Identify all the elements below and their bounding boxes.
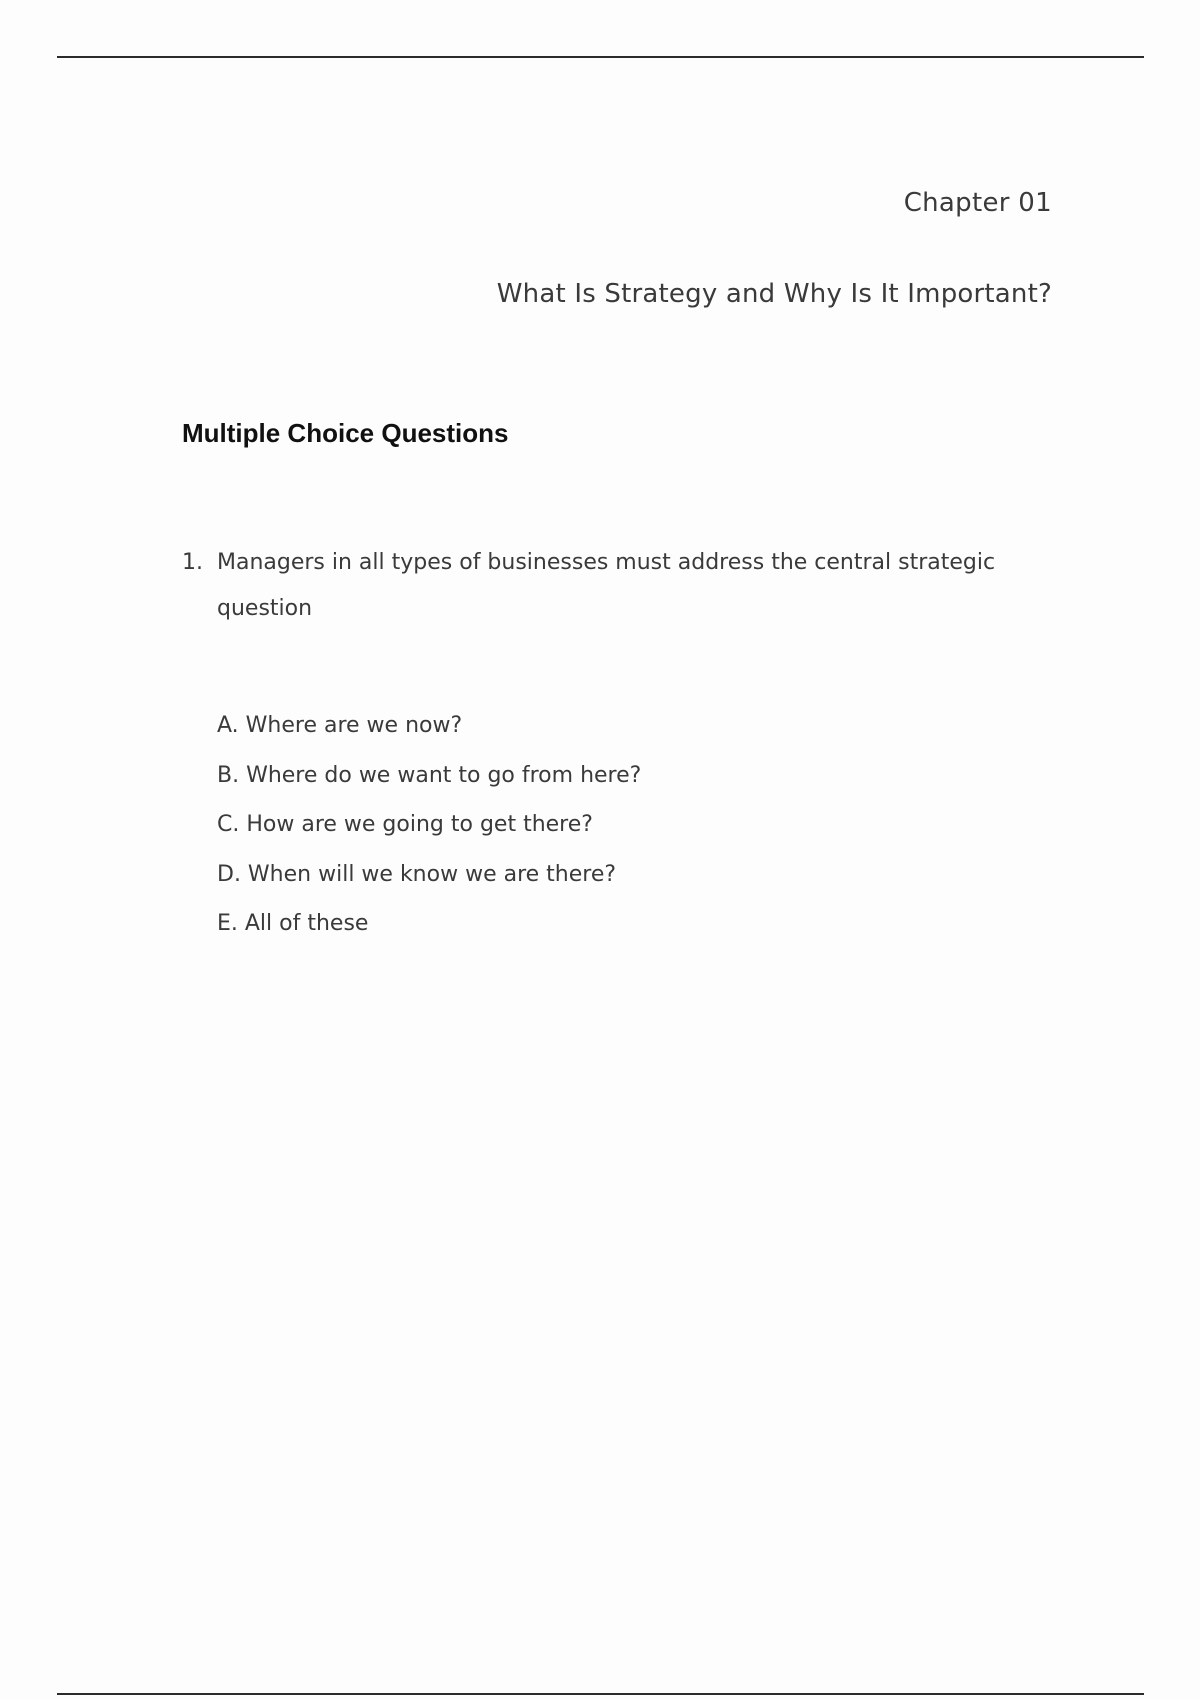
answer-option-e: E. All of these — [217, 911, 369, 936]
chapter-title: What Is Strategy and Why Is It Important? — [496, 279, 1052, 309]
question-1 — [182, 540, 1042, 632]
question-text: Managers in all types of businesses must address the central strategic question — [217, 550, 996, 621]
answer-option-d: D. When will we know we are there? — [217, 861, 617, 887]
header-rule — [57, 56, 1144, 58]
question-number: 1. — [182, 550, 203, 575]
answer-option-b: B. Where do we want to go from here? — [217, 762, 642, 788]
answer-option-a: A. Where are we now? — [217, 713, 463, 738]
section-heading: Multiple Choice Questions — [182, 418, 509, 448]
footer-rule — [57, 1693, 1144, 1695]
chapter-label: Chapter 01 — [903, 188, 1052, 218]
answer-options — [217, 708, 641, 956]
answer-option-c: C. How are we going to get there? — [217, 812, 593, 837]
